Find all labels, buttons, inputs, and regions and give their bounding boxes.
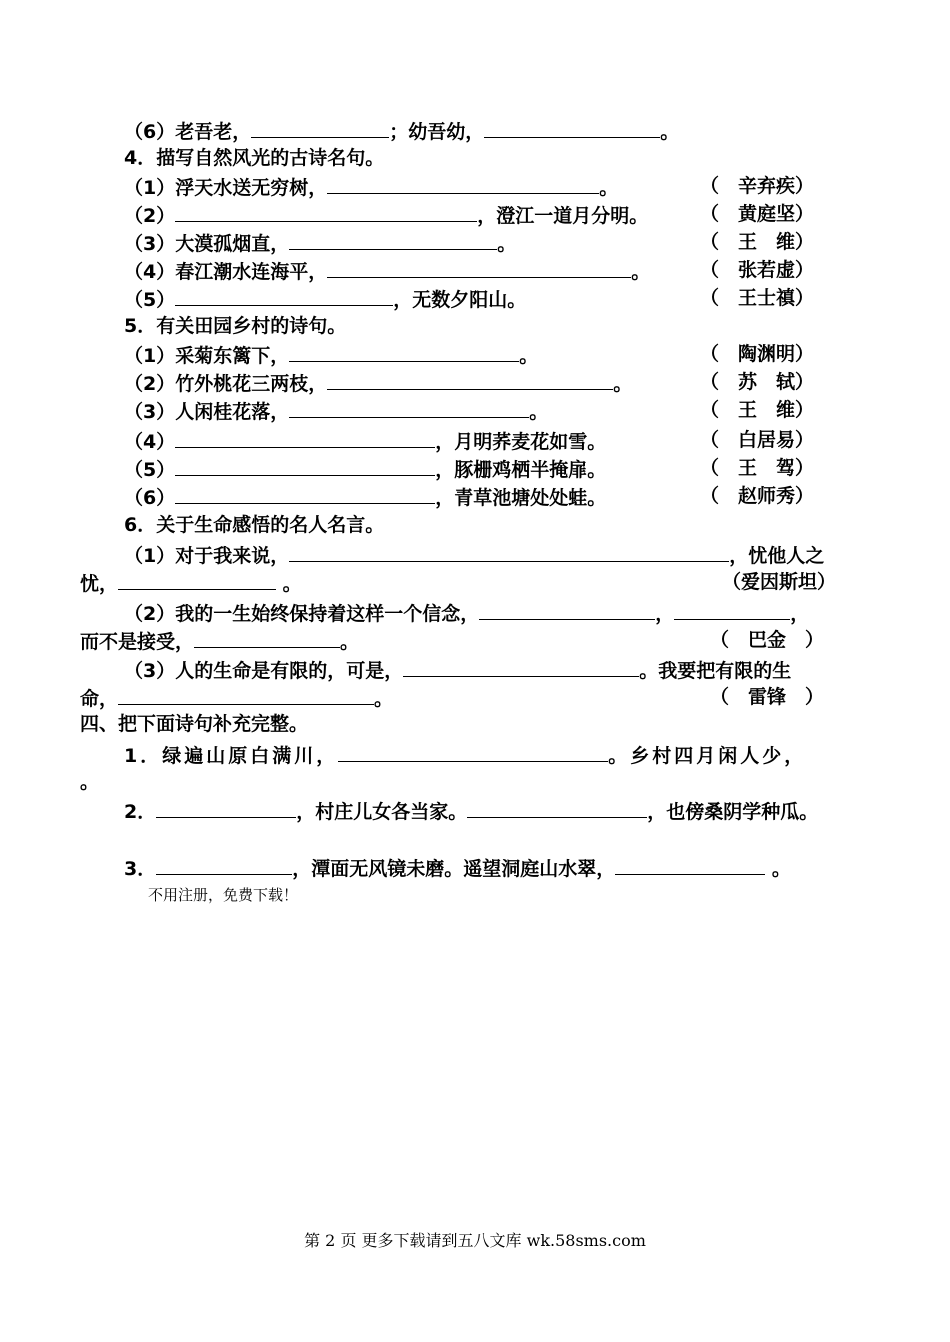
answer-blank[interactable] [338, 742, 608, 762]
line-text: 。 [631, 261, 651, 283]
section-5-item-1 [124, 342, 538, 368]
author: （ 王 维） [700, 399, 815, 421]
answer-blank[interactable] [118, 570, 276, 590]
answer-blank[interactable] [327, 370, 613, 390]
answer-blank[interactable] [403, 657, 639, 677]
line-text: ，青草池塘处处蛙。 [435, 487, 607, 509]
line-text: （5） [124, 459, 176, 481]
line-text: （3）人的生命是有限的，可是， [124, 660, 404, 682]
author: （爱因斯坦） [722, 571, 837, 593]
line-text: （6）老吾老， [124, 121, 252, 143]
line-text: ，豚栅鸡栖半掩扉。 [435, 459, 607, 481]
answer-blank[interactable] [156, 855, 292, 875]
line-text: ，澄江一道月分明。 [477, 205, 649, 227]
free-download-note: 不用注册，免费下载！ [148, 886, 299, 904]
line-text: 而不是接受， [80, 631, 195, 653]
section-5-item-5 [124, 456, 606, 482]
section-6-q3-line-2 [80, 685, 393, 711]
answer-blank[interactable] [289, 342, 519, 362]
part-4-item-2 [124, 798, 818, 824]
section-4-item-3 [124, 230, 516, 256]
answer-blank[interactable] [327, 258, 631, 278]
line-text: ， [655, 603, 675, 625]
section-4-item-4 [124, 258, 650, 284]
part-4-item-1-end: 。 [80, 771, 100, 793]
section-5-item-4 [124, 428, 606, 454]
author: （ 辛弃疾） [700, 175, 815, 197]
line-text: （1）对于我来说， [124, 545, 290, 567]
answer-blank[interactable] [194, 628, 340, 648]
answer-blank[interactable] [615, 855, 765, 875]
author: （ 白居易） [700, 429, 815, 451]
answer-blank[interactable] [479, 600, 655, 620]
line-text: 。乡村四月闲人少， [608, 745, 807, 767]
answer-blank[interactable] [175, 428, 435, 448]
line-text: 。 [374, 688, 394, 710]
author: （ 王 驾） [700, 457, 815, 479]
section-6-q1-line-2 [80, 570, 302, 596]
answer-blank[interactable] [484, 118, 660, 138]
line-text: 。 [282, 573, 302, 595]
answer-blank[interactable] [175, 456, 435, 476]
line-text: （6） [124, 487, 176, 509]
line-text: 。 [519, 345, 539, 367]
line-text: ，也傍桑阴学种瓜。 [647, 801, 819, 823]
line-text: （2） [124, 205, 176, 227]
answer-blank[interactable] [175, 202, 477, 222]
line-text: （3）大漠孤烟直， [124, 233, 290, 255]
author: （ 张若虚） [700, 259, 815, 281]
section-4-item-2 [124, 202, 648, 228]
line-text: 。 [771, 858, 791, 880]
answer-blank[interactable] [327, 174, 599, 194]
author: （ 巴金 ） [710, 629, 825, 651]
part-4-title: 四、把下面诗句补充完整。 [80, 713, 309, 735]
line-text: （1）浮天水送无穷树， [124, 177, 328, 199]
line-text: ，村庄儿女各当家。 [296, 801, 468, 823]
section-5-item-2 [124, 370, 632, 396]
line-text: （4） [124, 431, 176, 453]
line-text: 2． [124, 801, 157, 823]
line-text: （5） [124, 289, 176, 311]
page-footer: 第 2 页 更多下载请到五八文库 wk.58sms.com [304, 1231, 646, 1250]
section-6-title: 6．关于生命感悟的名人名言。 [124, 514, 385, 536]
line-text: （2）竹外桃花三两枝， [124, 373, 328, 395]
answer-blank[interactable] [289, 542, 729, 562]
answer-blank[interactable] [175, 286, 393, 306]
author: （ 王 维） [700, 231, 815, 253]
section-4-item-5 [124, 286, 526, 312]
section-6-q3-line-1 [124, 657, 791, 683]
section-5-item-3 [124, 398, 548, 424]
author: （ 陶渊明） [700, 343, 815, 365]
author: （ 王士禛） [700, 287, 815, 309]
section-6-q2-line-1 [124, 600, 809, 626]
line-text: 。 [613, 373, 633, 395]
answer-blank[interactable] [118, 685, 374, 705]
section-5-item-6 [124, 484, 606, 510]
author: （ 雷锋 ） [710, 686, 825, 708]
line-text: 。 [529, 401, 549, 423]
part-4-item-3 [124, 855, 791, 881]
section-4-title: 4．描写自然风光的古诗名句。 [124, 147, 385, 169]
line-text: 命， [80, 688, 119, 710]
answer-blank[interactable] [175, 484, 435, 504]
line-text: （3）人闲桂花落， [124, 401, 290, 423]
author: （ 黄庭坚） [700, 203, 815, 225]
author: （ 赵师秀） [700, 485, 815, 507]
line-text: 忧， [80, 573, 119, 595]
part-4-item-1 [124, 742, 806, 768]
line-text: 。 [340, 631, 360, 653]
line-text: 。我要把有限的生 [639, 660, 792, 682]
line-text: ， [790, 603, 810, 625]
line-text: （2）我的一生始终保持着这样一个信念， [124, 603, 480, 625]
line-text: 3． [124, 858, 157, 880]
line-text: 。 [599, 177, 619, 199]
line-text: （4）春江潮水连海平， [124, 261, 328, 283]
answer-blank[interactable] [674, 600, 790, 620]
line-6-lao-wu-lao [124, 118, 679, 144]
line-text: ，忧他人之 [729, 545, 825, 567]
section-6-q1-line-1 [124, 542, 824, 568]
section-5-title: 5．有关田园乡村的诗句。 [124, 315, 347, 337]
author: （ 苏 轼） [700, 371, 815, 393]
line-text: 。 [497, 233, 517, 255]
line-text: ，月明荞麦花如雪。 [435, 431, 607, 453]
answer-blank[interactable] [467, 798, 647, 818]
answer-blank[interactable] [289, 230, 497, 250]
section-4-item-1 [124, 174, 618, 200]
line-text: ，潭面无风镜未磨。遥望洞庭山水翠， [292, 858, 616, 880]
answer-blank[interactable] [156, 798, 296, 818]
line-text: 。 [660, 121, 680, 143]
section-6-q2-line-2 [80, 628, 359, 654]
line-text: （1）采菊东篱下， [124, 345, 290, 367]
line-text: ；幼吾幼， [389, 121, 485, 143]
line-text: ，无数夕阳山。 [393, 289, 527, 311]
answer-blank[interactable] [289, 398, 529, 418]
line-text: 1．绿遍山原白满川， [124, 745, 339, 767]
answer-blank[interactable] [251, 118, 389, 138]
